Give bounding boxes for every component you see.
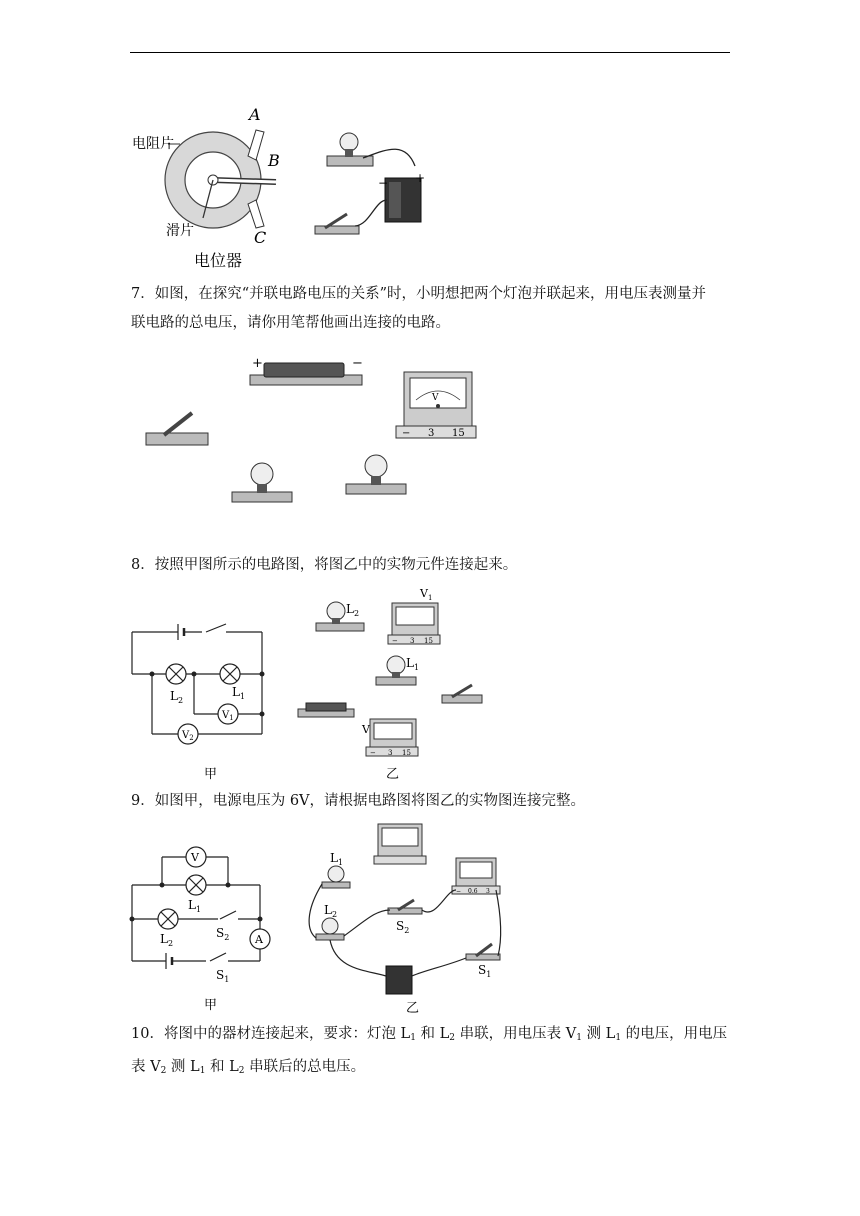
q8-L2-label: L xyxy=(170,689,178,703)
terminal-a-label: A xyxy=(249,105,261,124)
q8-caption-yi: 乙 xyxy=(386,767,400,782)
q9-L2-label: L xyxy=(160,932,168,946)
q8-caption-jia: 甲 xyxy=(204,767,218,782)
q7-battery xyxy=(250,355,362,389)
q7-battery-minus: − xyxy=(352,356,363,371)
q9-S1-sub: 1 xyxy=(224,975,230,984)
q7-battery-plus: + xyxy=(252,356,263,371)
svg-text:S1 xyxy=(478,963,491,979)
q8-obj-V1-sub: 1 xyxy=(427,594,433,602)
svg-text:L2 xyxy=(170,689,183,705)
svg-text:L1 xyxy=(406,656,419,672)
q8-V2-symbol: V xyxy=(182,730,190,741)
question-10 xyxy=(131,1020,727,1086)
q9-ammeter-symbol: A xyxy=(255,933,263,946)
q8-schematic xyxy=(128,618,268,786)
question-8 xyxy=(131,551,517,580)
q8-obj-L1-sub: 1 xyxy=(413,663,420,672)
q10-line-2: 表 $V_2$ 测 $L_1$ 和 $L_2$ 串联后的总电压。 xyxy=(131,1059,366,1076)
svg-text:L2 xyxy=(160,932,173,948)
battery-minus-label: − xyxy=(378,176,389,190)
q7-term-15: 15 xyxy=(452,428,465,439)
svg-text:L1 xyxy=(188,898,201,914)
q9-amm-term-06: 0.6 xyxy=(468,888,478,895)
q8-obj-L2-sub: 2 xyxy=(353,609,360,618)
q9-obj-S2: S xyxy=(396,919,405,933)
q9-line-1: 9．如图甲，电源电压为 6V，请根据电路图将图乙的实物图连接完整。 xyxy=(131,793,586,809)
q7-term-minus: − xyxy=(402,428,411,439)
q9-caption-yi: 乙 xyxy=(406,1001,420,1016)
svg-text:L1 xyxy=(232,685,245,701)
svg-text:L2 xyxy=(324,903,337,919)
q7-bulb-1 xyxy=(232,460,292,504)
q9-L1-sub: 1 xyxy=(195,905,202,914)
q7-line-2: 联电路的总电压，请你用笔帮他画出连接的电路。 xyxy=(131,315,450,331)
q8-line-1: 8．按照甲图所示的电路图，将图乙中的实物元件连接起来。 xyxy=(131,557,518,573)
label-potentiometer: 电位器 xyxy=(194,251,243,270)
q8-L1-label: L xyxy=(232,685,240,699)
svg-text:S2 xyxy=(396,919,409,935)
q9-caption-jia: 甲 xyxy=(204,998,218,1013)
svg-text:L1 xyxy=(330,851,343,867)
svg-text:V1 xyxy=(221,710,234,722)
q7-meter-symbol: V xyxy=(432,393,439,403)
q8-v1-term-minus: − xyxy=(392,637,398,645)
svg-text:V2 xyxy=(181,730,194,742)
q8-v2-term-3: 3 xyxy=(388,749,393,757)
q7-line-1: 7．如图，在探究“并联电路电压的关系”时，小明想把两个灯泡并联起来，用电压表测量并 xyxy=(131,286,707,302)
q8-objects xyxy=(296,585,496,785)
q9-obj-L2-sub: 2 xyxy=(331,910,338,919)
q8-v2-term-15: 15 xyxy=(402,749,411,757)
question-7 xyxy=(131,280,706,338)
q8-L1-sub: 1 xyxy=(239,692,246,701)
q10-line-1: 10．将图中的器材连接起来，要求：灯泡 $L_1$ 和 $L_2$ 串联，用电压表 $V_1$ 测 $L_1$ 的电压，用电压 xyxy=(131,1026,728,1043)
q9-obj-S1: S xyxy=(478,963,487,977)
q8-obj-L1: L xyxy=(406,656,414,670)
q8-L2-sub: 2 xyxy=(177,696,184,705)
q9-S2-label: S xyxy=(216,926,225,940)
q7-term-3: 3 xyxy=(428,428,435,439)
q9-objects xyxy=(306,820,506,1020)
svg-text:S2 xyxy=(216,926,229,942)
q7-voltmeter xyxy=(396,368,476,440)
q8-obj-L2: L xyxy=(346,602,354,616)
q9-obj-L1: L xyxy=(330,851,338,865)
q8-v1-term-15: 15 xyxy=(424,637,433,645)
q9-amm-term-3: 3 xyxy=(486,888,490,895)
q9-amm-term-minus: − xyxy=(456,888,462,895)
q7-bulb-2 xyxy=(346,452,406,496)
q7-switch xyxy=(146,405,208,447)
q9-S2-sub: 2 xyxy=(224,933,230,942)
q9-obj-S2-sub: 2 xyxy=(404,926,410,935)
q9-L1-label: L xyxy=(188,898,196,912)
svg-text:V1 xyxy=(419,587,432,602)
battery-plus-label: + xyxy=(415,171,426,185)
terminal-b-label: B xyxy=(268,151,280,170)
q8-obj-V1: V xyxy=(420,587,428,600)
q8-V1-sub: 1 xyxy=(229,714,234,722)
q9-obj-L1-sub: 1 xyxy=(337,858,344,867)
q8-V2-sub: 2 xyxy=(189,734,194,742)
q9-L2-sub: 2 xyxy=(167,939,174,948)
q8-v1-term-3: 3 xyxy=(410,637,415,645)
q8-V1-symbol: V xyxy=(222,710,230,721)
q9-obj-S1-sub: 1 xyxy=(486,970,492,979)
q8-obj-V2: V xyxy=(362,723,370,736)
potentiometer-figure xyxy=(128,100,308,275)
header-rule xyxy=(130,52,730,53)
label-slider: 滑片 xyxy=(166,223,194,239)
circuit-objects-q6 xyxy=(315,130,435,245)
q9-voltmeter-symbol: V xyxy=(191,851,199,864)
q9-S1-label: S xyxy=(216,968,225,982)
q9-schematic xyxy=(128,843,278,1015)
label-resistor-piece: 电阻片 xyxy=(132,136,174,152)
svg-text:S1 xyxy=(216,968,229,984)
q9-obj-L2: L xyxy=(324,903,332,917)
question-9 xyxy=(131,787,585,816)
q8-v2-term-minus: − xyxy=(370,749,376,757)
svg-text:L2 xyxy=(346,602,359,618)
terminal-c-label: C xyxy=(254,228,267,247)
